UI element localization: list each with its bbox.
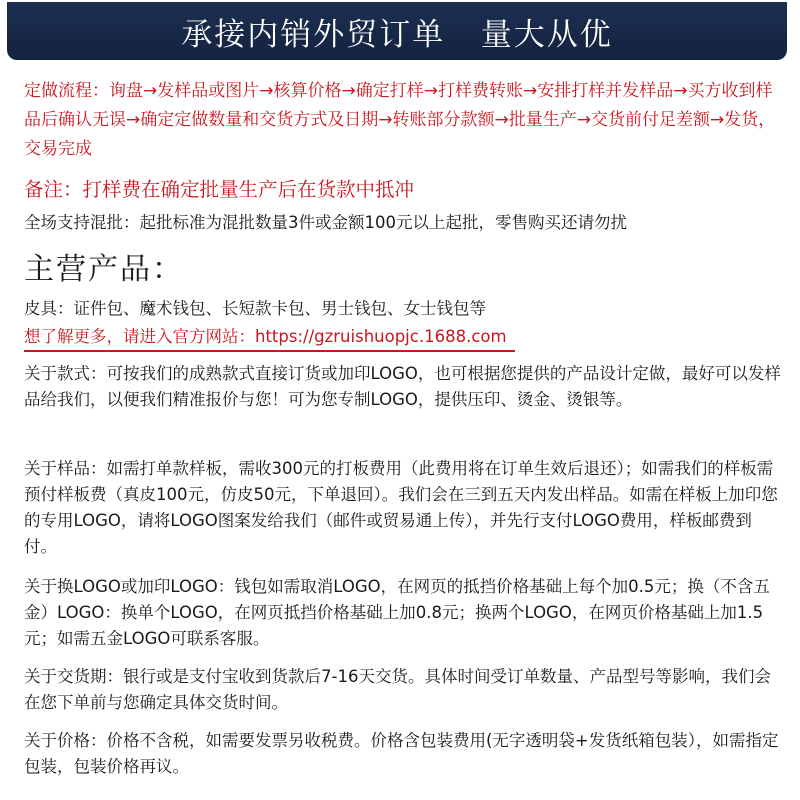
- delivery-paragraph: 关于交货期：银行或是支付宝收到货款后7-16天交货。具体时间受订单数量、产品型号等影响，我们会在您下单前与您确定具体交货时间。: [24, 667, 771, 712]
- official-site-link[interactable]: 想了解更多，请进入官方网站：https://gzruishuopjc.1688.com: [24, 324, 515, 352]
- process-text: 定做流程：询盘→发样品或图片→核算价格→确定打样→打样费转账→安排打样并发样品→买方收到样品后确认无误→确定定做数量和交货方式及日期→转账部分款额→批量生产→交货前付足差额→发货，交易完成: [24, 81, 776, 159]
- price-paragraph: 关于价格：价格不含税，如需要发票另收税费。价格含包装费用(无字透明袋+发货纸箱包装），如需指定包装，包装价格再议。: [24, 731, 779, 776]
- leather-products-text: 皮具：证件包、魔术钱包、长短款卡包、男士钱包、女士钱包等: [24, 299, 486, 318]
- style-paragraph: 关于款式：可按我们的成熟款式直接订货或加印LOGO，也可根据您提供的产品设计定做，最好可以发样品给我们，以便我们精准报价与您！可为您专制LOGO，提供压印、烫金、烫银等。: [24, 364, 781, 409]
- mix-batch-text: 全场支持混批：起批标准为混批数量3件或金额100元以上起批，零售购买还请勿扰: [24, 213, 627, 232]
- banner-title: 承接内销外贸订单 量大从优: [7, 2, 787, 60]
- sample-paragraph: 关于样品：如需打单款样板，需收300元的打板费用（此费用将在订单生效后退还）；如需我们的样板需预付样板费（真皮100元，仿皮50元，下单退回）。我们会在三到五天内发出样品。如需在样板上加印您的专用LOGO，请将LOGO图案发给我们（邮件或贸易通上传），并先行支付LOGO费用，样板邮费到付。: [24, 459, 778, 556]
- main-products-heading: 主营产品：: [24, 252, 184, 287]
- logo-paragraph: 关于换LOGO或加印LOGO：钱包如需取消LOGO，在网页的抵挡价格基础上每个加0.5元；换（不含五金）LOGO：换单个LOGO，在网页抵挡价格基础上加0.8元；换两个LOGO，在网页价格基础上加1.5元；如需五金LOGO可联系客服。: [24, 577, 770, 648]
- note-text: 备注：打样费在确定批量生产后在货款中抵冲: [24, 178, 415, 201]
